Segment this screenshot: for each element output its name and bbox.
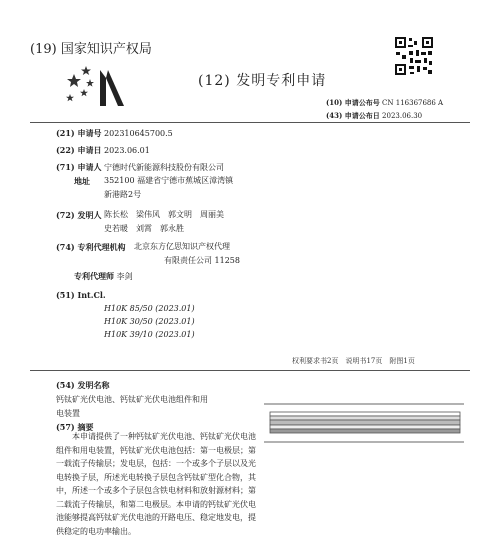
publication-number-row [326, 98, 443, 108]
applicant-row [56, 162, 224, 173]
intcl-label: (51) Int.Cl. [56, 290, 106, 300]
publication-date-row [326, 111, 422, 121]
header-divider [30, 122, 470, 123]
invention-title-label: (54) 发明名称 [56, 380, 110, 390]
agency-label: (74) 专利代理机构 [56, 242, 126, 252]
application-date-label: (22) 申请日 [56, 145, 102, 155]
invention-title-block [56, 380, 208, 433]
agency-line-1: 北京东方亿思知识产权代理 [134, 242, 230, 251]
intcl-entry: H10K 85/50 (2023.01) [104, 304, 195, 313]
publication-date-label: (43) 申请公布日 [326, 111, 380, 120]
application-number: 202310645700.5 [104, 129, 173, 138]
address-line-2: 新港路2号 [104, 190, 142, 199]
application-number-label: (21) 申请号 [56, 128, 102, 138]
invention-title-line-2: 电装置 [56, 409, 80, 418]
invention-title-line-1: 钙钛矿光伏电池、钙钛矿光伏电池组件和用 [56, 395, 208, 404]
application-date-row [56, 145, 150, 156]
publication-number: CN 116367686 A [382, 99, 444, 107]
address-line-1: 352100 福建省宁德市蕉城区漳湾镇 [104, 176, 234, 185]
inventors-line-2: 史若暖 刘霄 郭永胜 [104, 224, 184, 233]
page-count-info: 权利要求书2页 说明书17页 附图1页 [292, 357, 415, 365]
inventors-line-1: 陈长松 梁伟风 郭文明 周丽美 [104, 210, 224, 219]
publication-date: 2023.06.30 [382, 112, 423, 120]
abstract-label: (57) 摘要 [56, 422, 94, 432]
inventors-label: (72) 发明人 [56, 210, 102, 220]
qr-code-icon [394, 36, 434, 76]
agent-name: 李剑 [116, 272, 133, 281]
application-date: 2023.06.01 [104, 146, 150, 155]
applicant-label: (71) 申请人 [56, 162, 102, 172]
abstract-divider [30, 370, 470, 371]
applicant-name: 宁德时代新能源科技股份有限公司 [104, 163, 225, 172]
publication-number-label: (10) 申请公布号 [326, 98, 380, 107]
intcl-entry: H10K 39/10 (2023.01) [104, 330, 195, 339]
agent-label: 专利代理师 [74, 271, 114, 281]
address-label: 地址 [74, 176, 90, 186]
agency-line-2: 有限责任公司 11258 [164, 256, 240, 265]
application-number-row [56, 128, 173, 139]
layer-structure-figure [262, 402, 466, 448]
cnipa-logo-icon [60, 64, 126, 108]
patent-office-name: (19) 国家知识产权局 [30, 42, 152, 57]
document-type-title: (12) 发明专利申请 [198, 73, 327, 89]
intcl-entry: H10K 30/50 (2023.01) [104, 317, 195, 326]
agent-row [74, 271, 133, 282]
abstract-text: 本申请提供了一种钙钛矿光伏电池、钙钛矿光伏电池组件和用电装置，钙钛矿光伏电池包括：第一电极层；第一载流子传输层；发电层，包括：一个或多个子层以及光电转换子层，所述光电转换子层包含钙钛矿型化合物，其中，所述一个或多个子层包含铁电材料和放射源材料；第二载流子传输层，和第二电极层。本申请的钙钛矿光伏电池能够提高钙钛矿光伏电池的开路电压、稳定地发电，提供稳定的电功率输出。 [56, 432, 256, 536]
